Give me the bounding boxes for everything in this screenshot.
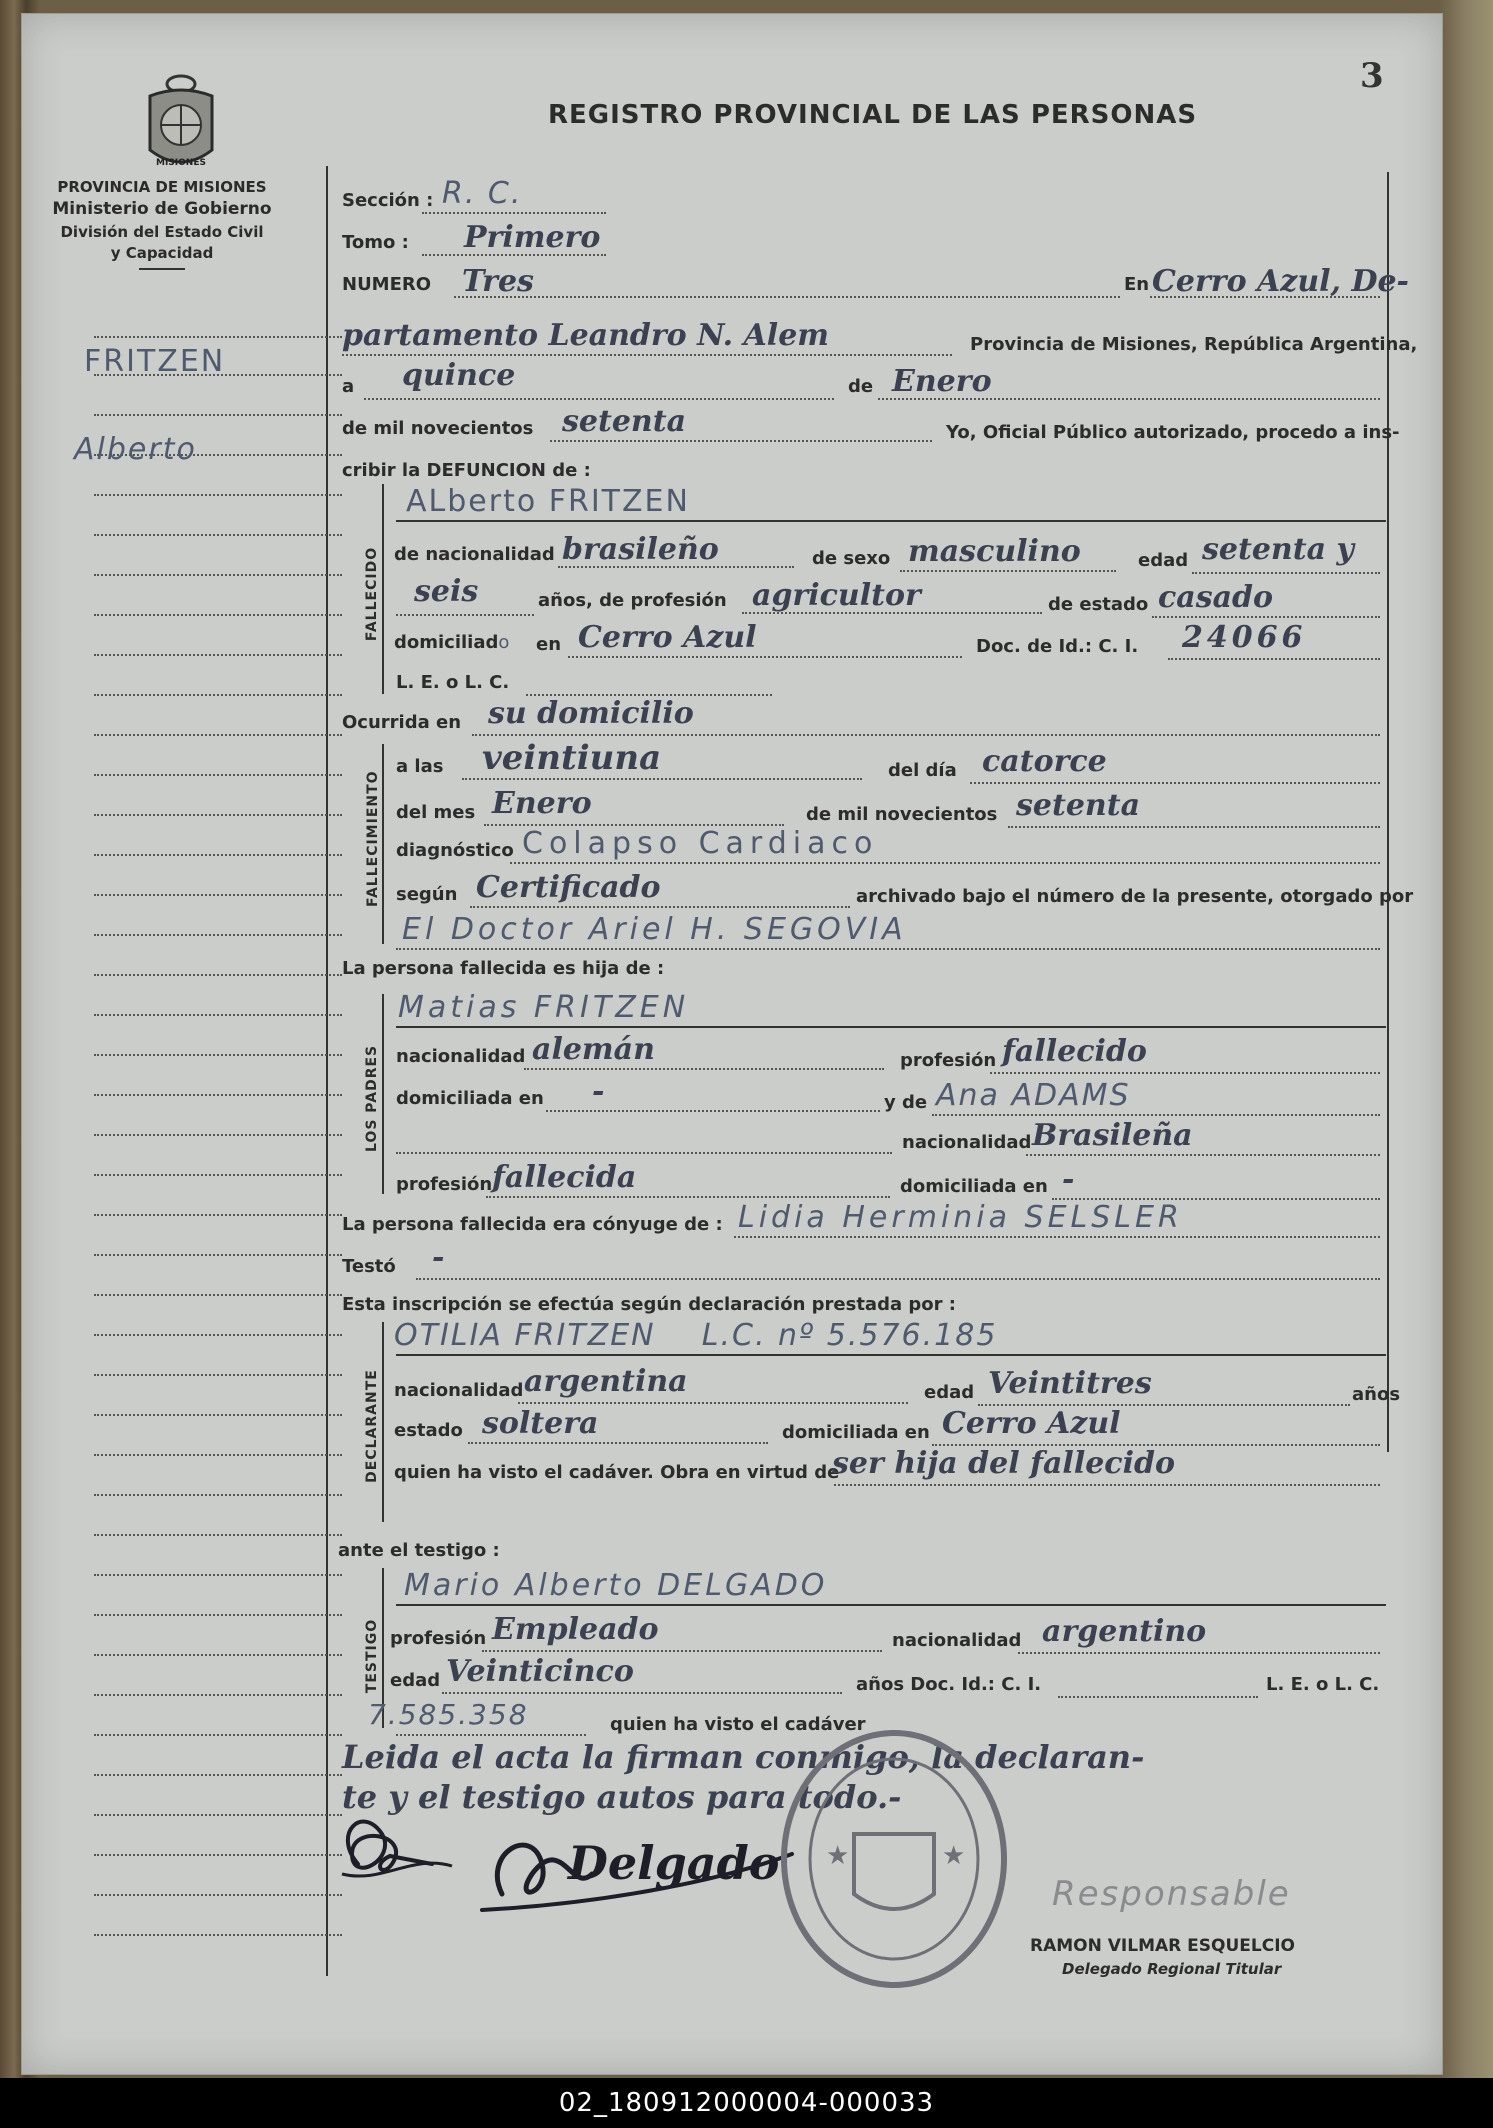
label-decl-nacionalidad: nacionalidad	[394, 1380, 524, 1401]
label-y-de: y de	[884, 1092, 928, 1113]
label-en: En	[1124, 274, 1150, 295]
field-diagnostico-line	[510, 862, 1380, 864]
label-archivado: archivado bajo el número de la presente, otorgado por	[856, 886, 1414, 907]
field-sexo-line	[900, 570, 1116, 572]
value-nacionalidad: brasileño	[562, 532, 719, 567]
padre-name-line	[396, 1026, 1386, 1028]
label-ocurrida: Ocurrida en	[342, 712, 462, 733]
label-en-domicilio: en	[536, 634, 562, 655]
issuer-province: PROVINCIA DE MISIONES	[57, 178, 267, 196]
label-de-mil-nov: de mil novecientos	[806, 804, 998, 825]
issuer-ministry: Ministerio de Gobierno	[52, 199, 272, 219]
margin-line	[94, 1894, 342, 1896]
field-madre-nac-line	[1026, 1154, 1380, 1156]
field-madre-prof-line	[486, 1196, 890, 1198]
side-label-padres: LOS PADRES	[364, 1044, 380, 1152]
label-nacionalidad: de nacionalidad	[394, 544, 555, 565]
value-testigo: Mario Alberto DELGADO	[404, 1568, 828, 1603]
margin-line	[94, 1454, 342, 1456]
officer-name: RAMON VILMAR ESQUELCIO	[1030, 1936, 1295, 1956]
label-test-profesion: profesión	[390, 1628, 487, 1649]
field-decl-nac-line	[518, 1402, 908, 1404]
value-decl-edad: Veintitres	[988, 1366, 1152, 1401]
margin-line	[94, 1214, 342, 1216]
witness-signature	[472, 1814, 802, 1924]
value-testo: -	[432, 1240, 445, 1275]
field-seccion-line	[422, 212, 606, 214]
issuer-division: División del Estado Civil	[60, 223, 264, 241]
side-label-fallecimiento: FALLECIMIENTO	[365, 770, 381, 907]
field-decl-estado-line	[468, 1442, 768, 1444]
value-declarante: OTILIA FRITZEN L.C. nº 5.576.185	[394, 1318, 998, 1353]
label-de-mil: de mil novecientos	[342, 418, 534, 439]
field-estado-line	[1152, 616, 1380, 618]
field-madre-line	[932, 1114, 1380, 1116]
margin-line	[94, 1334, 342, 1336]
value-mes-fallec: Enero	[492, 786, 592, 821]
margin-line	[94, 1174, 342, 1176]
field-dia-line	[364, 398, 834, 400]
value-edad-2: seis	[414, 574, 479, 609]
margin-line	[94, 1094, 342, 1096]
margin-line	[94, 1054, 342, 1056]
padres-bracket	[382, 994, 384, 1194]
label-le-lc: L. E. o L. C.	[396, 672, 510, 693]
value-dia: quince	[402, 358, 516, 393]
value-madre-domicilio: -	[1062, 1162, 1075, 1197]
declarant-signature	[322, 1794, 472, 1904]
margin-line	[94, 934, 342, 936]
fallecimiento-bracket	[382, 744, 384, 944]
archive-id-bar	[0, 2078, 1493, 2128]
label-inscripcion: Esta inscripción se efectúa según declaración prestada por :	[342, 1294, 956, 1315]
label-segun: según	[396, 884, 458, 905]
field-dia-fallec-line	[970, 782, 1380, 784]
value-diagnostico: Colapso Cardiaco	[522, 826, 879, 861]
value-test-ci: 7.585.358	[368, 1698, 529, 1731]
value-leida-1: Leida el acta la firman conmigo, la declaran-	[342, 1738, 1145, 1776]
value-domicilio: Cerro Azul	[578, 620, 757, 655]
label-domiciliado-suffix: o	[498, 632, 510, 653]
label-diagnostico: diagnóstico	[396, 840, 514, 861]
label-testo: Testó	[342, 1256, 396, 1277]
margin-line	[94, 1294, 342, 1296]
field-conyuge-line	[734, 1236, 1380, 1238]
value-madre-nacionalidad: Brasileña	[1032, 1118, 1193, 1153]
margin-line	[94, 1934, 342, 1936]
label-test-le-lc: L. E. o L. C.	[1266, 1674, 1380, 1695]
value-hora: veintiuna	[482, 738, 662, 778]
issuer-capacity: y Capacidad	[110, 244, 214, 262]
field-blank-line	[396, 1152, 892, 1154]
margin-line	[94, 534, 342, 536]
label-doc-id: Doc. de Id.: C. I.	[976, 636, 1139, 657]
label-madre-domiciliada: domiciliada en	[900, 1176, 1048, 1197]
label-cadaver-obra: quien ha visto el cadáver. Obra en virtud de	[394, 1462, 840, 1483]
value-estado: casado	[1158, 580, 1274, 615]
issuer-block	[42, 178, 282, 270]
value-doc-ci: 24066	[1182, 620, 1307, 655]
label-decl-domiciliada: domiciliada en	[782, 1422, 930, 1443]
margin-line	[94, 774, 342, 776]
main-left-rule	[326, 166, 328, 1976]
value-ocurrida: su domicilio	[488, 696, 694, 731]
registry-page	[22, 14, 1442, 2074]
label-conyuge: La persona fallecida era cónyuge de :	[342, 1214, 723, 1235]
label-quien-cadaver: quien ha visto el cadáver	[610, 1714, 866, 1735]
label-decl-anos: años	[1352, 1384, 1401, 1405]
margin-line	[94, 1134, 342, 1136]
side-label-testigo: TESTIGO	[364, 1618, 380, 1694]
label-edad: edad	[1138, 550, 1189, 571]
label-yo-oficial: Yo, Oficial Público autorizado, procedo a ins-	[946, 422, 1400, 443]
label-del-dia: del día	[888, 760, 957, 781]
field-domiciliada-line	[546, 1110, 880, 1112]
value-padre: Matias FRITZEN	[398, 990, 690, 1025]
value-padre-profesion: fallecido	[1002, 1034, 1147, 1069]
value-segun: Certificado	[476, 870, 661, 905]
label-domiciliada-en: domiciliada en	[396, 1088, 544, 1109]
margin-given-name: Alberto	[74, 432, 197, 467]
label-tomo: Tomo :	[342, 232, 409, 253]
value-padre-nacionalidad: alemán	[532, 1032, 655, 1067]
margin-surname: FRITZEN	[84, 344, 226, 379]
margin-line	[94, 1774, 342, 1776]
value-decl-estado: soltera	[482, 1406, 599, 1441]
main-right-rule	[1387, 172, 1389, 1452]
value-departamento: partamento Leandro N. Alem	[342, 318, 830, 353]
field-test-ci-line	[396, 1734, 586, 1736]
margin-line	[94, 814, 342, 816]
field-padre-nac-line	[524, 1068, 884, 1070]
value-domiciliada-en: -	[592, 1074, 605, 1109]
value-madre-profesion: fallecida	[492, 1160, 637, 1195]
margin-line	[94, 614, 342, 616]
official-seal	[774, 1724, 1014, 1994]
label-madre-profesion: profesión	[396, 1174, 493, 1195]
margin-line	[94, 694, 342, 696]
side-label-fallecido: FALLECIDO	[364, 546, 380, 642]
margin-line	[94, 336, 342, 338]
value-decl-obra: ser hija del fallecido	[832, 1446, 1175, 1481]
value-decl-nacionalidad: argentina	[524, 1364, 688, 1399]
issuer-underline	[139, 268, 185, 270]
margin-line	[94, 734, 342, 736]
label-sexo: de sexo	[812, 548, 891, 569]
field-numero-line	[454, 296, 1120, 298]
margin-line	[94, 1814, 342, 1816]
margin-line	[94, 1014, 342, 1016]
header-title: REGISTRO PROVINCIAL DE LAS PERSONAS	[548, 100, 1198, 130]
margin-line	[94, 1414, 342, 1416]
margin-line	[94, 1374, 342, 1376]
value-edad-1: setenta y	[1202, 532, 1354, 567]
label-seccion: Sección :	[342, 190, 434, 211]
field-obra-line	[834, 1484, 1380, 1486]
value-test-nacionalidad: argentino	[1042, 1614, 1207, 1649]
value-test-profesion: Empleado	[492, 1612, 659, 1647]
margin-line	[94, 974, 342, 976]
label-cribir: cribir la DEFUNCION de :	[342, 460, 591, 481]
fallecido-name-line	[396, 520, 1386, 522]
value-test-edad: Veinticinco	[446, 1654, 634, 1689]
field-medico-line	[396, 948, 1380, 950]
label-padre-profesion: profesión	[900, 1050, 997, 1071]
label-decl-estado: estado	[394, 1420, 463, 1441]
field-domicilio-line	[568, 656, 962, 658]
label-estado: de estado	[1048, 594, 1149, 615]
margin-line	[94, 1574, 342, 1576]
svg-text:★: ★	[826, 1841, 850, 1871]
value-medico: El Doctor Ariel H. SEGOVIA	[402, 912, 907, 947]
value-dia-fallec: catorce	[982, 744, 1107, 779]
margin-line	[94, 574, 342, 576]
label-numero: NUMERO	[342, 274, 432, 295]
label-a: a	[342, 376, 355, 397]
testigo-name-line	[396, 1604, 1386, 1606]
field-hora-line	[462, 778, 862, 780]
margin-line	[94, 1614, 342, 1616]
field-departamento-line	[342, 354, 952, 356]
margin-line	[94, 1654, 342, 1656]
field-anio-fallec-line	[1008, 826, 1380, 828]
field-doc-line	[1168, 658, 1380, 660]
margin-line	[94, 414, 342, 416]
value-profesion: agricultor	[752, 578, 921, 613]
svg-text:★: ★	[942, 1841, 966, 1871]
label-domiciliado	[394, 632, 509, 653]
page-number: 3	[1360, 56, 1384, 96]
label-madre-nacionalidad: nacionalidad	[902, 1132, 1032, 1153]
field-test-doc-line	[1058, 1696, 1258, 1698]
margin-line	[94, 1254, 342, 1256]
value-numero: Tres	[462, 264, 534, 299]
value-decl-domicilio: Cerro Azul	[942, 1406, 1121, 1441]
field-test-edad-line	[442, 1692, 842, 1694]
margin-line	[94, 894, 342, 896]
field-segun-line	[470, 906, 850, 908]
provincial-emblem	[142, 70, 220, 180]
label-ante-testigo: ante el testigo :	[338, 1540, 500, 1561]
margin-line	[94, 494, 342, 496]
value-en-place: Cerro Azul, De-	[1152, 264, 1409, 299]
value-seccion: R. C.	[442, 176, 523, 211]
margin-line	[94, 1854, 342, 1856]
declarante-name-line	[396, 1354, 1386, 1356]
label-a-las: a las	[396, 756, 444, 777]
margin-line	[94, 654, 342, 656]
margin-line	[94, 1494, 342, 1496]
field-test-nac-line	[1018, 1652, 1380, 1654]
declarante-bracket	[382, 1322, 384, 1522]
label-es-hija: La persona fallecida es hija de :	[342, 958, 665, 979]
value-leida-2: te y el testigo autos para todo.-	[342, 1778, 902, 1816]
label-anos-doc: años Doc. Id.: C. I.	[856, 1674, 1042, 1695]
field-test-prof-line	[482, 1650, 882, 1652]
field-padre-prof-line	[990, 1072, 1380, 1074]
margin-line	[94, 854, 342, 856]
emblem-text: MISIONES	[156, 158, 206, 168]
field-edad2-line	[396, 614, 534, 616]
margin-line	[94, 1694, 342, 1696]
label-padre-nacionalidad: nacionalidad	[396, 1046, 526, 1067]
officer-handwritten-signature: Responsable	[1052, 1874, 1291, 1914]
archive-id: 02_180912000004-000033	[558, 2088, 935, 2118]
side-label-declarante: DECLARANTE	[364, 1369, 380, 1483]
label-domiciliado-text: domiciliad	[394, 632, 499, 653]
label-anos-profesion: años, de profesión	[538, 590, 727, 611]
value-mes: Enero	[892, 364, 992, 399]
field-ocurrida-line	[472, 734, 1380, 736]
field-anio-line	[550, 440, 932, 442]
fallecido-bracket	[382, 484, 384, 694]
officer-title: Delegado Regional Titular	[1062, 1960, 1282, 1978]
witness-signature-text: Delgado	[568, 1836, 780, 1890]
label-de: de	[848, 376, 874, 397]
value-anio: setenta	[562, 404, 687, 439]
value-tomo: Primero	[464, 220, 601, 255]
margin-line	[94, 1534, 342, 1536]
field-testo-line	[416, 1278, 1380, 1280]
margin-line	[94, 1734, 342, 1736]
value-nombre: ALberto FRITZEN	[406, 484, 690, 519]
field-edad-line	[1192, 572, 1380, 574]
label-test-nacionalidad: nacionalidad	[892, 1630, 1022, 1651]
label-provincia: Provincia de Misiones, República Argentina,	[970, 334, 1418, 355]
label-test-edad: edad	[390, 1670, 441, 1691]
value-anio-fallec: setenta	[1016, 788, 1141, 823]
value-madre: Ana ADAMS	[936, 1078, 1131, 1113]
label-decl-edad: edad	[924, 1382, 975, 1403]
value-conyuge: Lidia Herminia SELSLER	[738, 1200, 1183, 1235]
label-del-mes: del mes	[396, 802, 476, 823]
value-sexo: masculino	[908, 534, 1081, 569]
